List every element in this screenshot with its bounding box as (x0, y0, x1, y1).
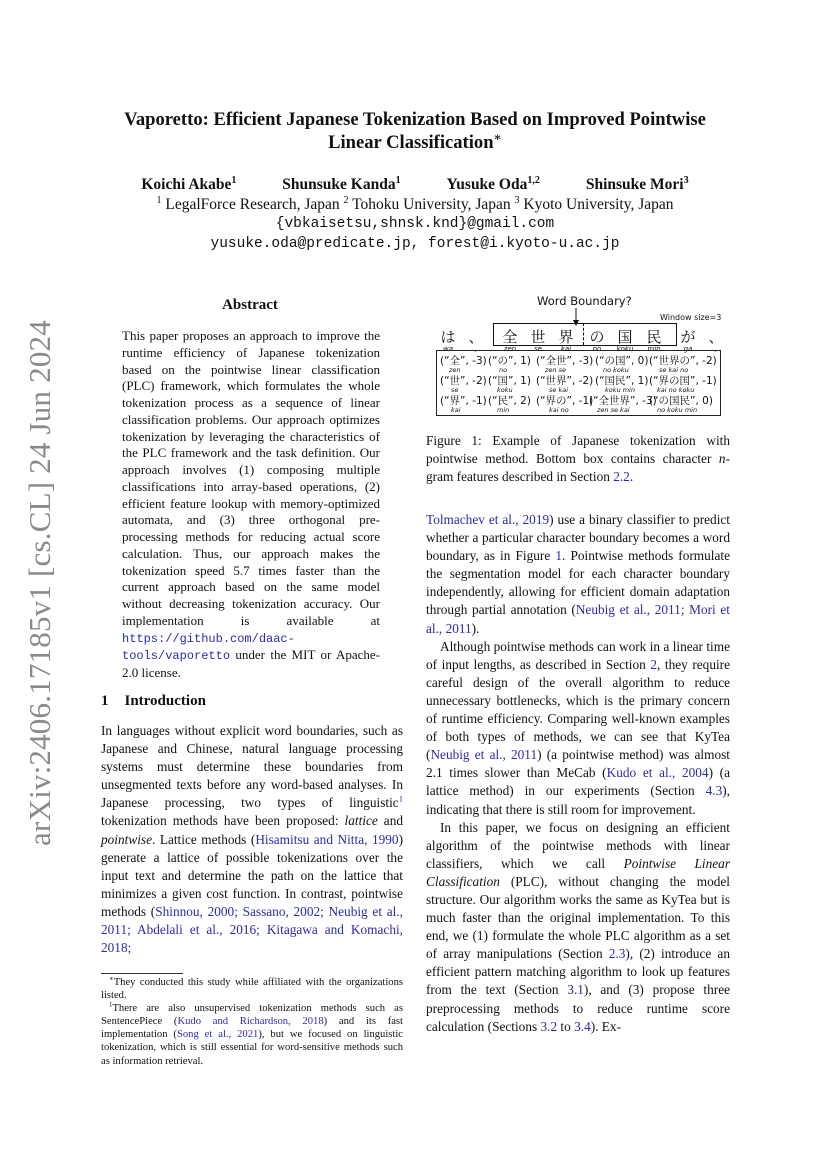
input-char: 国 (617, 328, 633, 346)
input-char: 、 (708, 328, 724, 346)
romaji: , (474, 345, 478, 353)
abstract-body: This paper proposes an approach to improve the runtime efficiency of Japanese tokenization based on the pointwise linear classification (PLC) framework, which formulates the whole tokenization process as a sequence of linear classification problems. Our approach optimizes tokenization by leveraging the characteristics of the PLC framework and the task definition. Our approach involves (1) composing multiple classifications into array-based operations, (2) efficient feature lookup with memory-optimized automata, and (3) three orthogonal pre-processing methods for reducing actual score calculation. Thus, our approach makes the tokenization speed 5.7 times faster than the current approach based on the same model without decreasing tokenization accuracy. Our implementation is available at https://github.com/daac-tools/vaporetto under the MIT or Apache-2.0 license. (122, 328, 380, 680)
section-ref-link[interactable]: 2 (650, 656, 657, 672)
section-ref-link[interactable]: 4.3 (705, 783, 723, 799)
citation-link[interactable]: Hisamitsu and Nitta, 1990 (255, 831, 399, 847)
citation-link[interactable]: Shinnou, 2000; Sassano, 2002; Neubig et al., 2011; Abdelali et al., 2016; Kitagawa and Komachi, 2018; (101, 903, 403, 956)
romaji: no (592, 345, 602, 353)
feature-romaji: se kai (549, 386, 569, 394)
feature-romaji: kai (451, 406, 461, 414)
ngram-feature: (“の”, 1) (488, 355, 531, 367)
window-size-label: Window size=3 (660, 313, 722, 322)
feature-romaji: zen se kai (597, 406, 630, 414)
author: Yusuke Oda$^{1,2}$ (446, 174, 540, 193)
paragraph: In this paper, we focus on designing an efficient algorithm of the pointwise methods with linear classifiers, which we call Pointwise Linear Classification (PLC), without changing the model structure. Our algorithm works the same as KyTea but is much faster than the original implementation. To this end, we (1) formulate the whole PLC algorithm as a set of array manipulations (Section 2.3), (2) introduce an efficient pattern matching algorithm to look up features from the text (Section 3.1), and (3) propose three preprocessing methods to reduce runtime score calculation (Sections 3.2 to 3.4). Ex- (426, 819, 730, 1034)
romaji: se (534, 345, 542, 353)
citation-link[interactable]: Song et al., 2021 (176, 1029, 259, 1041)
romaji: ga (683, 345, 693, 353)
citation-link[interactable]: Kudo and Richardson, 2018 (177, 1016, 324, 1028)
introduction-paragraph: In languages without explicit word boundaries, such as Japanese and Chinese, natural language processing systems must determine these boundaries from unsegmented texts before any word-based analyses. In Japanese processing, two types of linguistic$^1$ tokenization methods have been proposed: lattice and pointwise. Lattice methods (Hisamitsu and Nitta, 1990) generate a lattice of possible tokenizations over the input text and determine the path on the lattice that minimizes a given cost function. In contrast, pointwise methods (Shinnou, 2000; Sassano, 2002; Neubig et al., 2011; Abdelali et al., 2016; Kitagawa and Komachi, 2018; (101, 723, 404, 956)
romaji: , (714, 345, 718, 353)
footnote-star: ∗They conducted this study while affiliated with the organizations listed. (101, 975, 403, 1002)
input-char: 、 (468, 328, 484, 346)
input-char: の (589, 328, 605, 346)
abstract-heading: Abstract (222, 297, 278, 313)
author-list (60, 176, 770, 194)
feature-romaji: no (499, 366, 508, 374)
romaji: zen (503, 345, 517, 353)
ngram-feature: (“全世”, -3) (536, 355, 594, 367)
input-char: 界 (558, 328, 574, 346)
feature-romaji: se (451, 386, 459, 394)
citation-link[interactable]: Tolmachev et al., 2019 (426, 512, 550, 527)
romaji: koku (616, 345, 634, 353)
paper-title (90, 108, 740, 154)
ngram-feature: (“国民”, 1) (595, 375, 649, 387)
feature-romaji: no koku min (657, 406, 698, 414)
section-ref-link[interactable]: 3.4 (574, 1018, 591, 1034)
romaji: min (647, 345, 661, 353)
ngram-feature: (“の国”, 0) (595, 355, 649, 367)
citation-link[interactable]: Neubig et al., 2011; Mori et al., 2011 (426, 602, 730, 636)
ngram-feature: (“全”, -3) (440, 355, 487, 367)
ngram-feature: (“国”, 1) (488, 375, 531, 387)
section-ref-link[interactable]: 3.1 (567, 982, 584, 998)
feature-romaji: koku (497, 386, 513, 394)
footnote-rule (101, 973, 183, 974)
paragraph: Although pointwise methods can work in a linear time of input lengths, as described in Section 2, they require careful design of the overall algorithm to reduce unnecessary bottlenecks, which is the primary concern of runtime efficiency. Comparing well-known examples of both types of methods, we can see that KyTea (Neubig et al., 2011) (a pointwise method) was almost 2.1 times slower than MeCab (Kudo et al., 2004) (a lattice method) in our experiments (Section 4.3), indicating that there is still room for improvement. (426, 638, 730, 817)
romaji: wa (442, 345, 453, 353)
footnote-ref[interactable]: 1 (398, 793, 403, 804)
ngram-feature: (“民”, 2) (488, 395, 531, 407)
input-char: が (680, 328, 696, 346)
ngram-feature: (“界”, -1) (440, 395, 487, 407)
citation-link[interactable]: Kudo et al., 2004 (606, 765, 709, 781)
section-ref-link[interactable]: 2.3 (608, 946, 626, 962)
feature-romaji: kai no koku (657, 386, 695, 394)
email-line-1: {vbkaisetsu,shnsk.knd}@gmail.com (275, 216, 555, 232)
feature-romaji: se kai no (659, 366, 689, 374)
footnote-1: $^1$There are also unsupervised tokenization methods such as SentencePiece (Kudo and Richardson, 2018) and its fast implementation (Song et al., 2021), but we focused on linguistic tokenization, which is still essential for word-sensitive methods such as information retrieval. (101, 1001, 403, 1067)
email-line-2: yusuke.oda@predicate.jp, forest@i.kyoto-u.ac.jp (210, 236, 620, 252)
citation-link[interactable]: Neubig et al., 2011 (430, 747, 538, 763)
feature-romaji: zen se (545, 366, 566, 374)
word-boundary-label: Word Boundary? (537, 294, 632, 308)
affiliations: $^1$ LegalForce Research, Japan $^2$ Tohoku University, Japan $^3$ Kyoto University, Japan (156, 194, 674, 213)
feature-romaji: no koku (603, 366, 629, 374)
romaji: kai (560, 345, 572, 353)
ngram-feature: (“世界”, -2) (536, 375, 594, 387)
ngram-feature: (“界の国”, -1) (649, 375, 717, 387)
input-char: 民 (646, 328, 662, 346)
ngram-feature: (“世界の”, -2) (649, 355, 717, 367)
feature-romaji: min (497, 406, 510, 414)
section-ref-link[interactable]: 3.2 (540, 1018, 558, 1034)
ngram-feature: (“世”, -2) (440, 375, 487, 387)
right-column-text (426, 511, 730, 1036)
title-line-2: Linear Classification (328, 132, 494, 153)
ngram-feature-box (436, 350, 721, 416)
feature-romaji: zen (449, 366, 461, 374)
character-sequence (438, 326, 728, 346)
section-heading: 1 Introduction (101, 693, 206, 709)
title-footnote-mark: ∗ (493, 129, 502, 144)
author: Shunsuke Kanda$^1$ (282, 174, 401, 193)
paragraph: Tolmachev et al., 2019) use a binary classifier to predict whether a particular character boundary becomes a word boundary, as in Figure 1. Pointwise methods formulate the segmentation model for each character boundary independently, allowing for efficient domain adaptation through partial annotation (Neubig et al., 2011; Mori et al., 2011). (426, 512, 730, 636)
figure-ref-link[interactable]: 1 (555, 548, 563, 564)
figure-caption: Figure 1: Example of Japanese tokenization with pointwise method. Bottom box contains character n-gram features described in Section 2.2. (426, 433, 730, 485)
ngram-feature: (“界の”, -1) (536, 395, 594, 407)
input-char: 全 (502, 328, 518, 346)
ngram-feature: (“の国民”, 0) (649, 395, 713, 407)
feature-romaji: koku min (605, 386, 635, 394)
author: Koichi Akabe$^1$ (141, 174, 237, 193)
input-char: 世 (530, 328, 546, 346)
ngram-feature: (“全世界”, -3) (589, 395, 657, 407)
footnotes (101, 976, 403, 1068)
author: Shinsuke Mori$^3$ (585, 174, 689, 193)
arxiv-identifier: arXiv:2406.17185v1 [cs.CL] 24 Jun 2024 (22, 320, 57, 846)
section-ref-link[interactable]: 2.2 (613, 469, 630, 485)
title-line-1: Vaporetto: Efficient Japanese Tokenization Based on Improved Pointwise (124, 109, 706, 130)
input-char: は (440, 328, 456, 346)
feature-romaji: kai no (549, 406, 569, 414)
repository-link[interactable]: https://github.com/daac-tools/vaporetto (122, 631, 295, 664)
